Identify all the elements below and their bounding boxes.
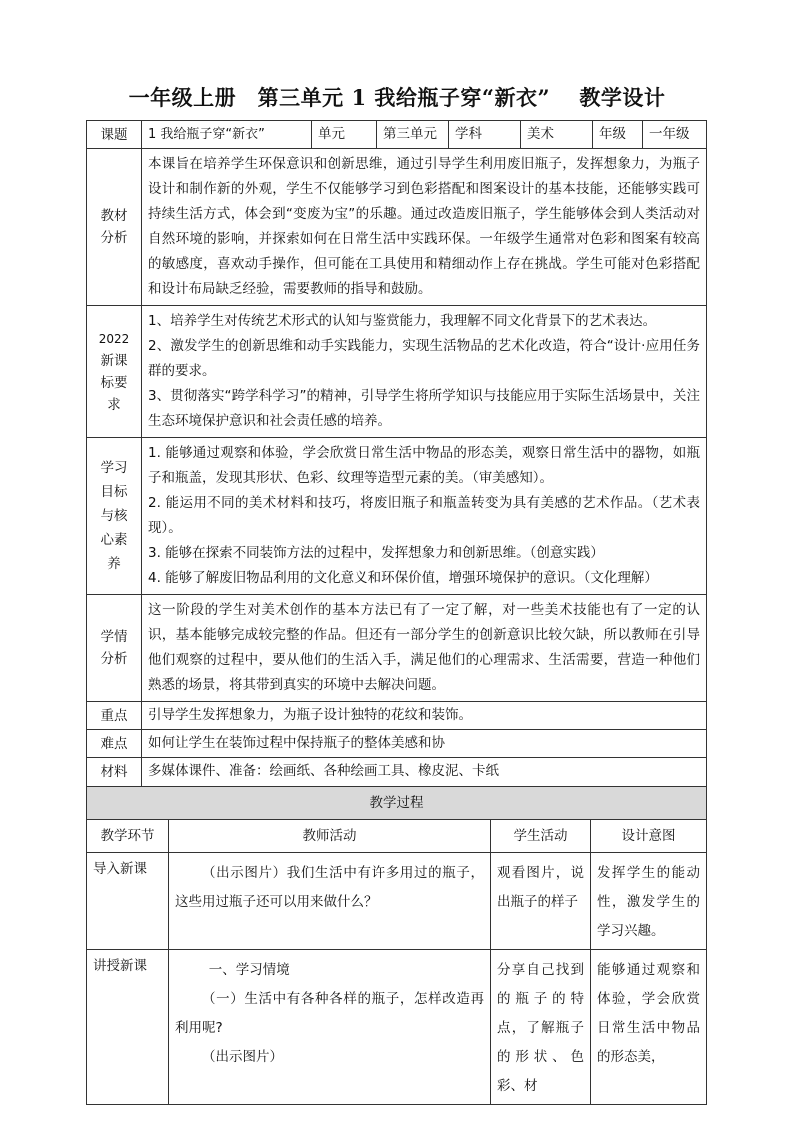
subject-value: 美术: [521, 121, 593, 149]
subject-label: 学科: [449, 121, 521, 149]
zhongdian-row: [87, 702, 707, 730]
intent-cell: 发挥学生的能动性，激发学生的学习兴趣。: [591, 853, 707, 950]
process-row-new: [87, 950, 707, 1105]
xueqing-label: 学情 分析: [87, 595, 142, 702]
teacher-cell: （出示图片）我们生活中有许多用过的瓶子，这些用过瓶子还可以用来做什么？: [169, 853, 491, 950]
zhongdian-label: 重点: [87, 702, 142, 730]
mubiao-row: [87, 438, 707, 595]
teacher-cell: 一、学习情境 （一）生活中有各种各样的瓶子，怎样改造再利用呢? （出示图片）: [169, 950, 491, 1105]
grade-value: 一年级: [643, 121, 707, 149]
jiaocai-row: [87, 149, 707, 306]
jiaocai-label: 教材 分析: [87, 149, 142, 306]
grade-label: 年级: [593, 121, 643, 149]
nandian-label: 难点: [87, 730, 142, 758]
process-header-row: [87, 820, 707, 853]
mubiao-item: 1. 能够通过观察和体验，学会欣赏日常生活中物品的形态美，观察日常生活中的器物，如瓶子和瓶盖，发现其形状、色彩、纹理等造型元素的美。（审美感知）。: [148, 445, 700, 486]
cailiao-text: 多媒体课件、准备：绘画纸、各种绘画工具、橡皮泥、卡纸: [142, 758, 707, 808]
process-row-intro: [87, 853, 707, 950]
biaozhun-item: 1、培养学生对传统艺术形式的认知与鉴赏能力，我理解不同文化背景下的艺术表达。: [148, 313, 657, 329]
jiaocai-text: 本课旨在培养学生环保意识和创新思维，通过引导学生利用废旧瓶子，发挥想象力，为瓶子设计和制作新的外观，学生不仅能够学习到色彩搭配和图案设计的基本技能，还能够实践可持续生活方式，体会到“变废为宝”的乐趣。通过改造废旧瓶子，学生能够体会到人类活动对自然环境的影响，并探索如何在日常生活中实践环保。一年级学生通常对色彩和图案有较高的敏感度，喜欢动手操作，但可能在工具使用和精细动作上存在挑战。学生可能对色彩搭配和设计布局缺乏经验，需要教师的指导和鼓励。: [142, 149, 707, 306]
process-heading: 教学过程: [87, 787, 707, 820]
stage-cell: 导入新课: [87, 853, 169, 950]
student-cell: 观看图片，说出瓶子的样子: [491, 853, 591, 950]
col-header-intent: 设计意图: [591, 820, 707, 853]
biaozhun-text: [142, 306, 707, 438]
col-header-teacher: 教师活动: [169, 820, 491, 853]
stage-cell: 讲授新课: [87, 950, 169, 1105]
biaozhun-row: [87, 306, 707, 438]
process-table: [86, 786, 707, 1105]
lesson-info-table: [86, 120, 707, 808]
mubiao-label: 学习 目标 与核 心素 养: [87, 438, 142, 595]
mubiao-item: 4. 能够了解废旧物品利用的文化意义和环保价值，增强环境保护的意识。（文化理解）: [148, 570, 658, 586]
zhongdian-text: 引导学生发挥想象力，为瓶子设计独特的花纹和装饰。: [142, 702, 707, 730]
unit-value: 第三单元: [377, 121, 449, 149]
xueqing-text: 这一阶段的学生对美术创作的基本方法已有了一定了解，对一些美术技能也有了一定的认识，基本能够完成较完整的作品。但还有一部分学生的创新意识比较欠缺，所以教师在引导他们观察的过程中，要从他们的生活入手，满足他们的心理需求、生活需要，营造一种他们熟悉的场景，将其带到真实的环境中去解决问题。: [142, 595, 707, 702]
process-heading-row: [87, 787, 707, 820]
mubiao-item: 2. 能运用不同的美术材料和技巧，将废旧瓶子和瓶盖转变为具有美感的艺术作品。（艺术表现）。: [148, 495, 700, 536]
col-header-student: 学生活动: [491, 820, 591, 853]
biaozhun-item: 2、激发学生的创新思维和动手实践能力，实现生活物品的艺术化改造，符合“设计·应用任务群的要求。: [148, 338, 700, 379]
intent-cell: 能够通过观察和体验，学会欣赏日常生活中物品的形态美，: [591, 950, 707, 1105]
keti-label: 课题: [87, 121, 142, 149]
student-cell: 分享自己找到的瓶子的特点，了解瓶子的形状、色彩、材: [491, 950, 591, 1105]
biaozhun-item: 3、贯彻落实“跨学科学习”的精神，引导学生将所学知识与技能应用于实际生活场景中，关注生态环境保护意识和社会责任感的培养。: [148, 388, 700, 429]
nandian-text: 如何让学生在装饰过程中保持瓶子的整体美感和协: [142, 730, 707, 758]
xueqing-row: [87, 595, 707, 702]
mubiao-text: [142, 438, 707, 595]
info-row: [87, 121, 707, 149]
nandian-row: [87, 730, 707, 758]
document-title: 一年级上册 第三单元 1 我给瓶子穿“新衣” 教学设计: [128, 85, 666, 110]
cailiao-label: 材料: [87, 758, 142, 808]
unit-label: 单元: [312, 121, 377, 149]
col-header-stage: 教学环节: [87, 820, 169, 853]
keti-value: 1 我给瓶子穿“新衣”: [142, 121, 312, 149]
biaozhun-label: 2022 新课 标要 求: [87, 306, 142, 438]
mubiao-item: 3. 能够在探索不同装饰方法的过程中，发挥想象力和创新思维。（创意实践）: [148, 545, 604, 561]
